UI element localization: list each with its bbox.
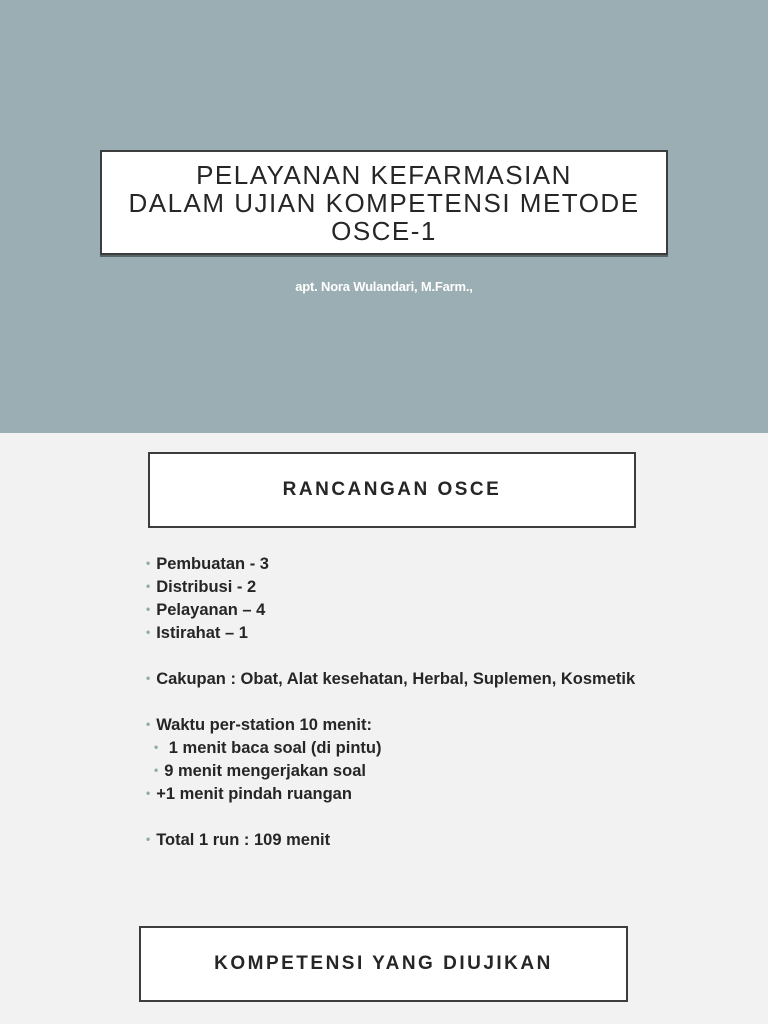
list-item: • Istirahat – 1 — [146, 624, 248, 642]
title-slide — [0, 0, 768, 433]
list-item: • +1 menit pindah ruangan — [146, 785, 352, 803]
list-item: • Pelayanan – 4 — [146, 601, 266, 619]
rancangan-bullet-list — [146, 553, 756, 852]
list-spacer — [146, 806, 756, 829]
list-spacer — [146, 645, 756, 668]
bullet-dot-icon: • — [146, 556, 151, 570]
bullet-dot-icon: • — [146, 625, 151, 639]
rancangan-heading: RANCANGAN OSCE — [282, 479, 502, 500]
rancangan-heading-box — [148, 452, 636, 528]
list-item: • Pembuatan - 3 — [146, 555, 269, 573]
bullet-dot-icon: • — [146, 786, 151, 800]
bullet-dot-icon: • — [146, 602, 151, 616]
bullet-dot-icon: • — [146, 717, 151, 731]
title-box — [100, 150, 668, 255]
bullet-dot-icon: • — [154, 763, 159, 777]
author-name: apt. Nora Wulandari, M.Farm., — [295, 279, 473, 294]
list-subitem: • 9 menit mengerjakan soal — [154, 762, 366, 780]
bullet-dot-icon: • — [146, 671, 151, 685]
bullet-dot-icon: • — [154, 740, 159, 754]
kompetensi-heading: KOMPETENSI YANG DIUJIKAN — [214, 953, 553, 974]
bullet-dot-icon: • — [146, 832, 151, 846]
bullet-dot-icon: • — [146, 579, 151, 593]
list-spacer — [146, 691, 756, 714]
list-item: • Total 1 run : 109 menit — [146, 831, 331, 849]
presentation-title: PELAYANAN KEFARMASIAN DALAM UJIAN KOMPETENSI METODE OSCE-1 — [128, 159, 640, 246]
kompetensi-heading-box — [139, 926, 628, 1002]
content-slide — [0, 433, 768, 1024]
list-item: • Waktu per-station 10 menit: — [146, 716, 372, 734]
list-item: • Cakupan : Obat, Alat kesehatan, Herbal, Suplemen, Kosmetik — [146, 670, 636, 688]
list-subitem: • 1 menit baca soal (di pintu) — [154, 739, 382, 757]
list-item: • Distribusi - 2 — [146, 578, 257, 596]
